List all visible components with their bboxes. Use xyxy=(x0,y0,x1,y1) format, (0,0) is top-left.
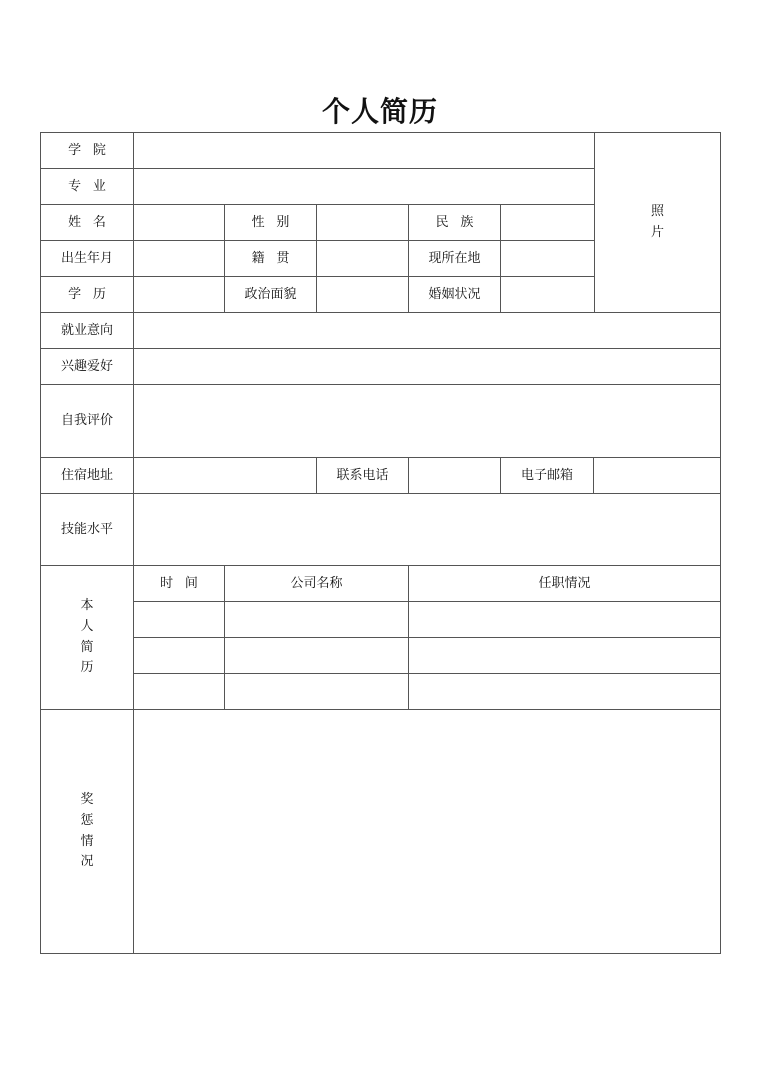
education-label: 学历 xyxy=(41,277,134,313)
history-company-cell[interactable] xyxy=(225,674,409,710)
resume-section-label: 本人简历 xyxy=(41,566,134,710)
gender-label: 性别 xyxy=(225,205,317,241)
history-position-cell[interactable] xyxy=(409,602,721,638)
self-evaluation-input[interactable] xyxy=(134,385,721,458)
job-intention-label: 就业意向 xyxy=(41,313,134,349)
history-position-cell[interactable] xyxy=(409,674,721,710)
self-evaluation-label: 自我评价 xyxy=(41,385,134,458)
major-label: 专业 xyxy=(41,169,134,205)
address-label: 住宿地址 xyxy=(41,458,134,494)
ethnicity-input[interactable] xyxy=(501,205,595,241)
major-input[interactable] xyxy=(134,169,595,205)
college-input[interactable] xyxy=(134,133,595,169)
email-input[interactable] xyxy=(594,458,721,494)
history-company-cell[interactable] xyxy=(225,638,409,674)
political-status-input[interactable] xyxy=(317,277,409,313)
email-label: 电子邮箱 xyxy=(501,458,594,494)
awards-section-label: 奖惩情况 xyxy=(41,710,134,954)
history-header-time: 时间 xyxy=(134,566,225,602)
phone-input[interactable] xyxy=(409,458,501,494)
name-input[interactable] xyxy=(134,205,225,241)
resume-form-table xyxy=(40,132,721,954)
skills-input[interactable] xyxy=(134,494,721,566)
birth-label: 出生年月 xyxy=(41,241,134,277)
ethnicity-label: 民族 xyxy=(409,205,501,241)
awards-input[interactable] xyxy=(134,710,721,954)
phone-label: 联系电话 xyxy=(317,458,409,494)
history-time-cell[interactable] xyxy=(134,674,225,710)
page-title: 个人简历 xyxy=(321,95,438,128)
college-label: 学院 xyxy=(41,133,134,169)
current-location-input[interactable] xyxy=(501,241,595,277)
gender-input[interactable] xyxy=(317,205,409,241)
history-time-cell[interactable] xyxy=(134,602,225,638)
skills-label: 技能水平 xyxy=(41,494,134,566)
hobbies-label: 兴趣爱好 xyxy=(41,349,134,385)
job-intention-input[interactable] xyxy=(134,313,721,349)
address-input[interactable] xyxy=(134,458,317,494)
birth-input[interactable] xyxy=(134,241,225,277)
history-time-cell[interactable] xyxy=(134,638,225,674)
history-position-cell[interactable] xyxy=(409,638,721,674)
education-input[interactable] xyxy=(134,277,225,313)
political-status-label: 政治面貌 xyxy=(225,277,317,313)
name-label: 姓名 xyxy=(41,205,134,241)
native-place-input[interactable] xyxy=(317,241,409,277)
history-header-position: 任职情况 xyxy=(409,566,721,602)
hobbies-input[interactable] xyxy=(134,349,721,385)
current-location-label: 现所在地 xyxy=(409,241,501,277)
history-company-cell[interactable] xyxy=(225,602,409,638)
history-header-company: 公司名称 xyxy=(225,566,409,602)
marital-status-input[interactable] xyxy=(501,277,595,313)
photo-box[interactable]: 照片 xyxy=(595,133,721,313)
native-place-label: 籍贯 xyxy=(225,241,317,277)
marital-status-label: 婚姻状况 xyxy=(409,277,501,313)
